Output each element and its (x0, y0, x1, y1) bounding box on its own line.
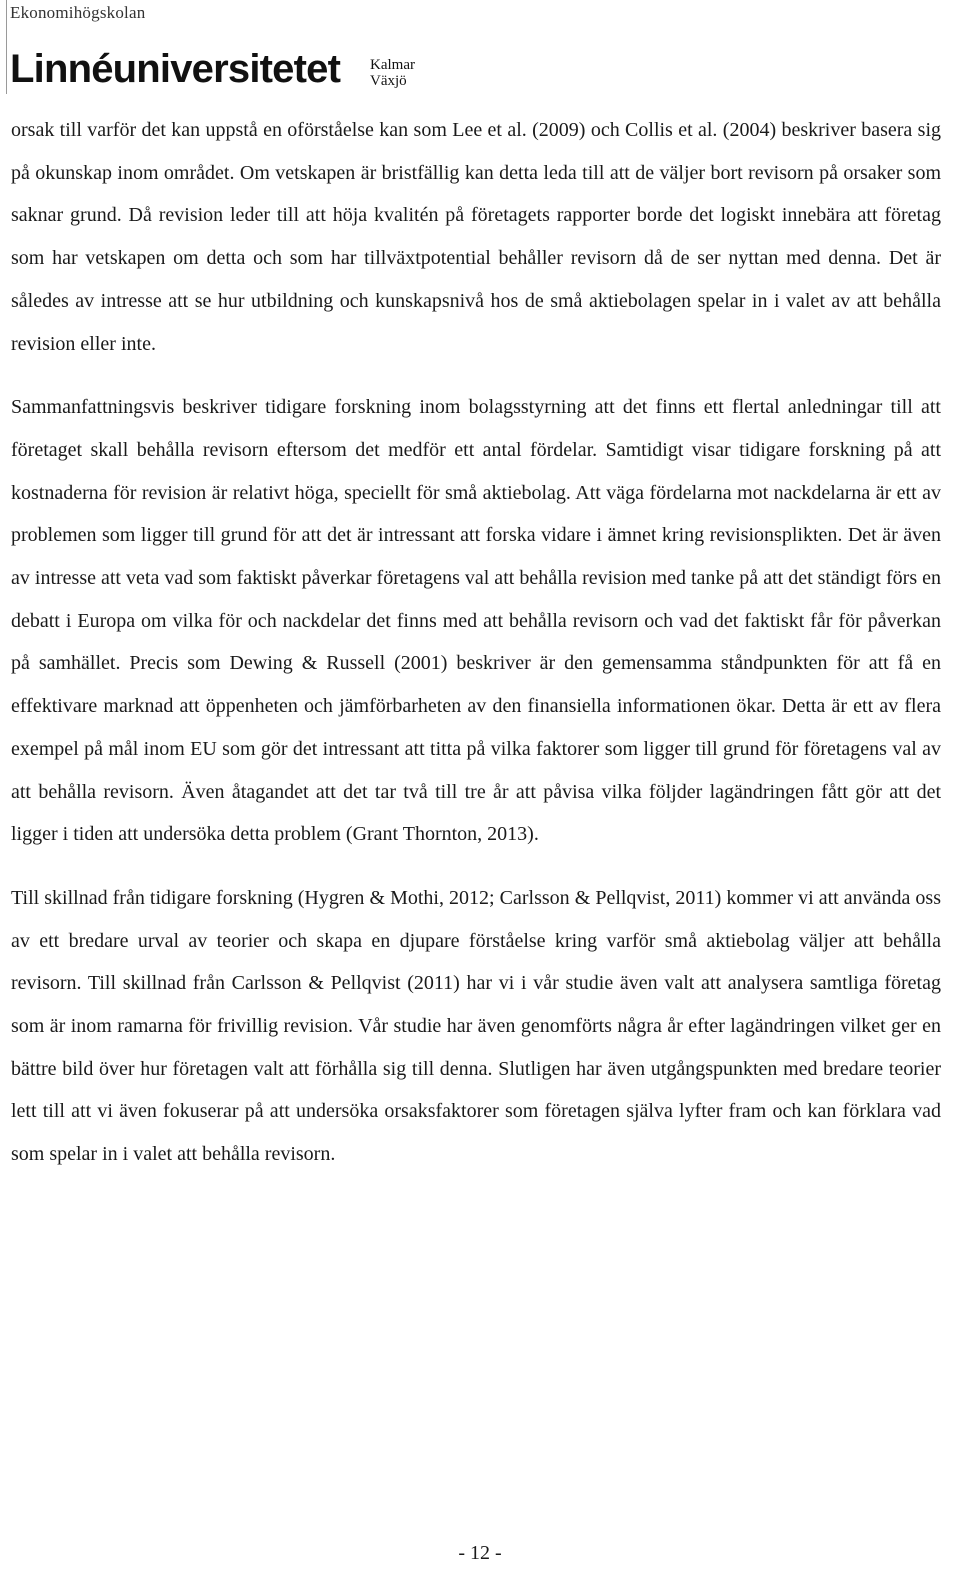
paragraph-3: Till skillnad från tidigare forskning (Hygren & Mothi, 2012; Carlsson & Pellqvist, 2011) kommer vi att använda oss av ett bredare urval av teorier och skapa en djupare förståelse kring varför små aktiebolag väljer att behålla revisorn. Till skillnad från Carlsson & Pellqvist (2011) har vi i vår studie även valt att analysera samtliga företag som är inom ramarna för frivillig revision. Vår studie har även genomförts några år efter lagändringen vilket ger en bättre bild över hur företagen valt att förhålla sig till denna. Slutligen har även utgångspunkten med bredare teorier lett till att vi även fokuserar på att undersöka orsaksfaktorer som företagen själva lyfter fram och kan förklara vad som spelar in i valet att behålla revisorn. (11, 886, 941, 1166)
page-header (0, 0, 960, 98)
logo-city-vaxjo: Växjö (370, 73, 407, 89)
logo-cities (370, 57, 415, 89)
logo-wordmark: Linnéuniversitetet (10, 47, 341, 91)
page-number: - 12 - (458, 1542, 502, 1564)
paragraph-2: Sammanfattningsvis beskriver tidigare forskning inom bolagsstyrning att det finns ett flertal anledningar till att företaget skall behålla revisorn eftersom det medför ett antal fördelar. Samtidigt visar tidigare forskning på att kostnaderna för revision är relativt höga, speciellt för små aktiebolag. Att väga fördelarna mot nackdelarna är ett av problemen som ligger till grund för att det är intressant att forska vidare i ämnet kring revisionsplikten. Det är även av intresse att veta vad som faktiskt påverkar företagens val att behålla revision med tanke på att det ständigt förs en debatt i Europa om vilka för och nackdelar det finns med att behålla revisorn och vad det faktiskt får för påverkan på samhället. Precis som Dewing & Russell (2001) beskriver är den gemensamma ståndpunkten för att få en effektivare marknad att öppenheten och jämförbarheten av den finansiella informationen ökar. Detta är ett av flera exempel på mål inom EU som gör det intressant att titta på vilka faktorer som ligger till grund för företagens val av att behålla revisorn. Även åtagandet att det tar två till tre år att påvisa vilka följder lagändringen fått gör att det ligger i tiden att undersöka detta problem (Grant Thornton, 2013). (11, 396, 941, 846)
logo-city-kalmar: Kalmar (370, 57, 415, 73)
paragraph-1: orsak till varför det kan uppstå en oförståelse kan som Lee et al. (2009) och Collis et al. (2004) beskriver basera sig på okunskap inom området. Om vetskapen är bristfällig kan detta leda till att de väljer bort revisorn på orsaker som saknar grund. Då revision leder till att höja kvalitén på företagets rapporter borde det logiskt innebära att företag som har vetskapen om detta och som har tillväxtpotential behåller revisorn då de ser nyttan med denna. Det är således av intresse att se hur utbildning och kunskapsnivå hos de små aktiebolagen spelar in i valet av att behålla revision eller inte. (11, 119, 941, 355)
header-divider (6, 0, 7, 94)
school-name: Ekonomihögskolan (10, 3, 146, 22)
body-text (11, 109, 941, 1176)
